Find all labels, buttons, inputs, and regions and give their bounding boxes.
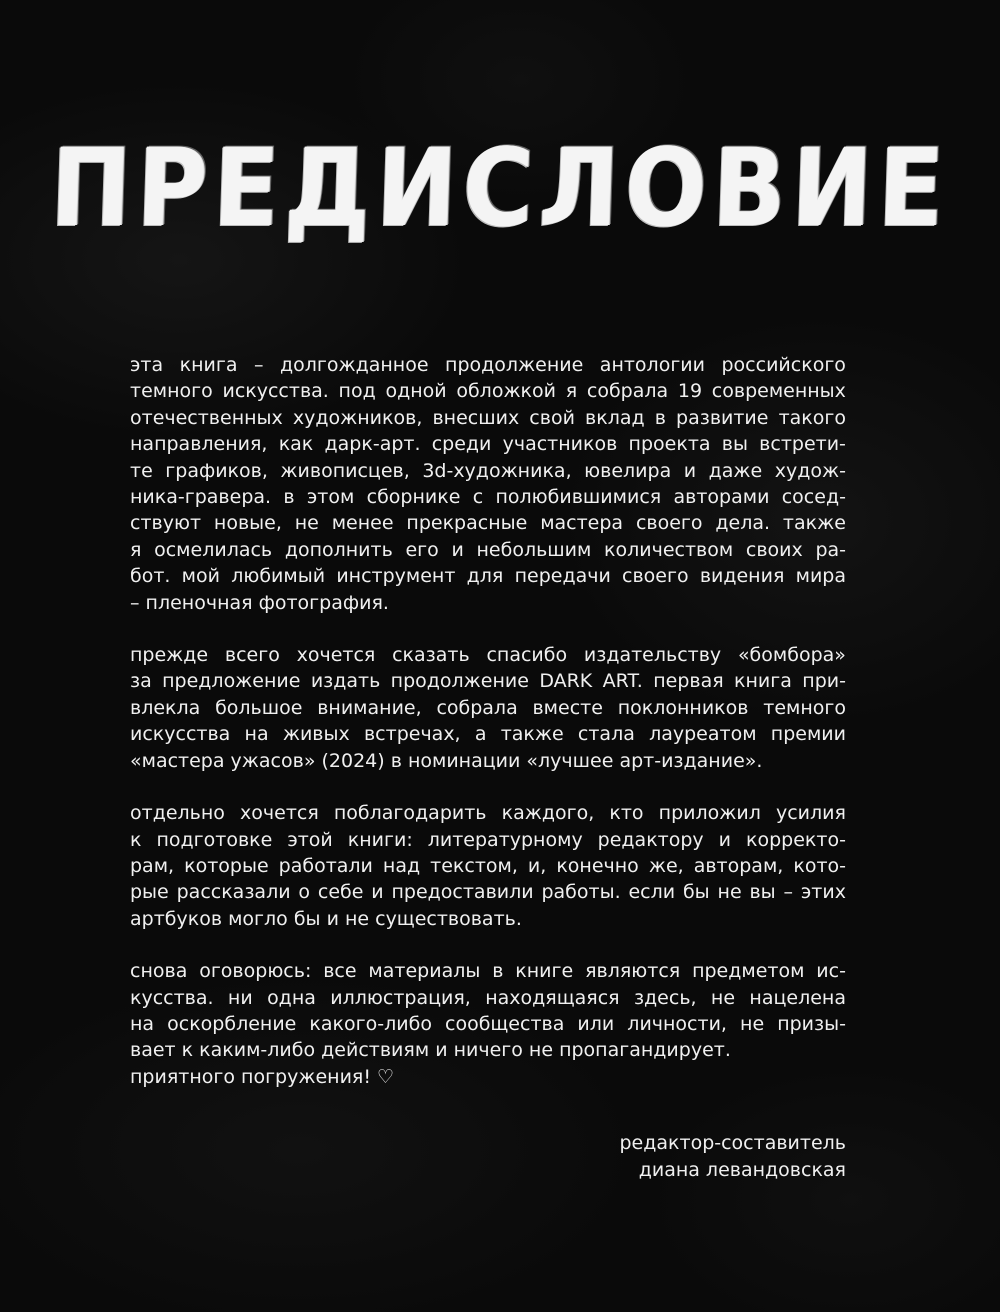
- signature-name: диана левандовская: [638, 1159, 846, 1181]
- text-line: отечественных художников, внесших свой вклад в развитие такого: [130, 406, 846, 429]
- page-title: ПРЕДИСЛОВИЕ: [48, 125, 952, 251]
- text-line: рые рассказали о себе и предоставили работы. если бы не вы – этих: [130, 881, 846, 904]
- text-line: отдельно хочется поблагодарить каждого, кто приложил усилия: [130, 802, 846, 825]
- text-line: прежде всего хочется сказать спасибо издательству «бомбора»: [130, 644, 846, 667]
- text-line: влекла большое внимание, собрала вместе поклонников темного: [130, 696, 846, 719]
- text-line: за предложение издать продолжение DARK ART. первая книга при-: [130, 670, 846, 693]
- text-line: ствуют новые, не менее прекрасные мастера своего дела. также: [130, 512, 846, 535]
- text-line: вает к каким-либо действиям и ничего не пропагандирует.: [130, 1039, 731, 1062]
- text-line: те графиков, живописцев, 3d-художника, ювелира и даже худож-: [130, 459, 846, 482]
- signature-role: редактор-составитель: [619, 1132, 846, 1154]
- paragraph-2: [130, 642, 846, 774]
- preface-body: [130, 352, 846, 1116]
- paragraph-3: [130, 800, 846, 932]
- paragraph-1: [130, 352, 846, 616]
- text-line: бот. мой любимый инструмент для передачи своего видения мира: [130, 565, 846, 588]
- text-line: снова оговорюсь: все материалы в книге являются предметом ис-: [130, 960, 846, 983]
- text-line: темного искусства. под одной обложкой я собрала 19 современных: [130, 380, 846, 403]
- text-line: эта книга – долгожданное продолжение антологии российского: [130, 354, 846, 376]
- paragraph-4: [130, 958, 846, 1090]
- text-line: направления, как дарк-арт. среди участников проекта вы встрети-: [130, 433, 846, 456]
- text-line: артбуков могло бы и не существовать.: [130, 907, 522, 930]
- text-line: я осмелилась дополнить его и небольшим количеством своих ра-: [130, 538, 846, 561]
- signature: [620, 1130, 847, 1184]
- text-line: приятного погружения! ♡: [130, 1065, 395, 1088]
- text-line: искусства на живых встречах, а также стала лауреатом премии: [130, 723, 846, 746]
- text-line: ника-гравера. в этом сборнике с полюбившимися авторами сосед-: [130, 486, 846, 509]
- text-line: на оскорбление какого-либо сообщества или личности, не призы-: [130, 1012, 846, 1035]
- text-line: «мастера ужасов» (2024) в номинации «лучшее арт-издание».: [130, 749, 763, 772]
- text-line: рам, которые работали над текстом, и, конечно же, авторам, кото-: [130, 854, 846, 877]
- text-line: кусства. ни одна иллюстрация, находящаяся здесь, не нацелена: [130, 986, 846, 1009]
- text-line: к подготовке этой книги: литературному редактору и корректо-: [130, 828, 846, 851]
- text-line: – пленочная фотография.: [130, 591, 389, 614]
